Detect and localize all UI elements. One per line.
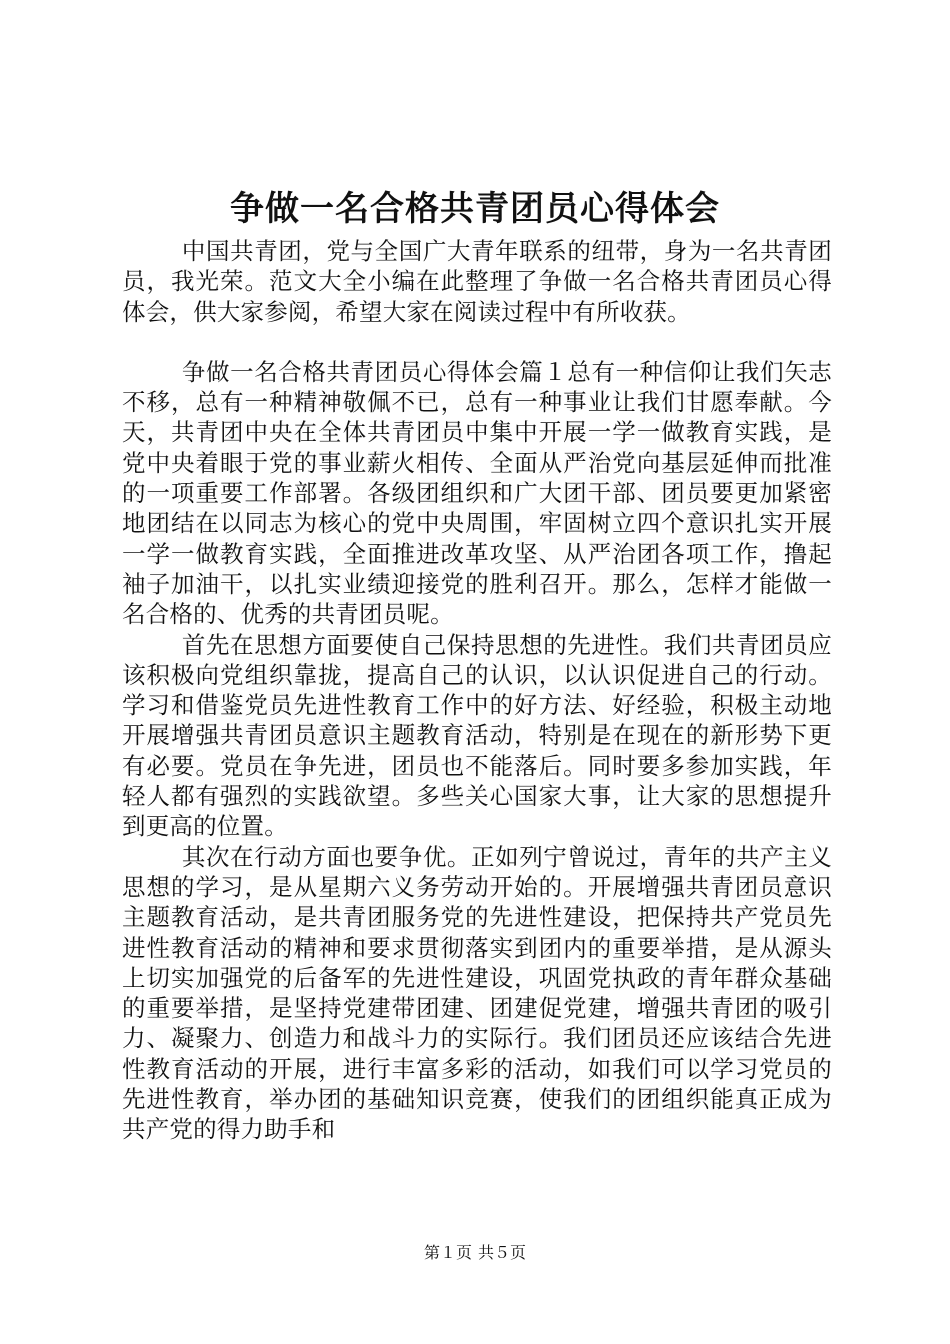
intro-paragraph: 中国共青团，党与全国广大青年联系的纽带，身为一名共青团员，我光荣。范文大全小编在此整理了争做一名合格共青团员心得体会，供大家参阅，希望大家在阅读过程中有所收获。 — [122, 237, 832, 326]
page-total: 共５页 — [478, 1243, 527, 1262]
body-paragraph-1: 争做一名合格共青团员心得体会篇１总有一种信仰让我们矢志不移，总有一种精神敬佩不已，总有一种事业让我们甘愿奉献。今天，共青团中央在全体共青团员中集中开展一学一做教育实践，是党中央着眼于党的事业薪火相传、全面从严治党向基层延伸而批准的一项重要工作部署。各级团组织和广大团干部、团员要更加紧密地团结在以同志为核心的党中央周围，牢固树立四个意识扎实开展一学一做教育实践，全面推进改革攻坚、从严治团各项工作，撸起袖子加油干，以扎实业绩迎接党的胜利召开。那么，怎样才能做一名合格的、优秀的共青团员呢。 — [122, 357, 832, 629]
body-paragraph-2: 首先在思想方面要使自己保持思想的先进性。我们共青团员应该积极向党组织靠拢，提高自己的认识，以认识促进自己的行动。学习和借鉴党员先进性教育工作中的好方法、好经验，积极主动地开展增强共青团员意识主题教育活动，特别是在现在的新形势下更有必要。党员在争先进，团员也不能落后。同时要多参加实践，年轻人都有强烈的实践欲望。多些关心国家大事，让大家的思想提升到更高的位置。 — [122, 630, 832, 841]
document-title: 争做一名合格共青团员心得体会 — [230, 189, 720, 229]
page-footer — [0, 1242, 950, 1264]
body-paragraph-3: 其次在行动方面也要争优。正如列宁曾说过，青年的共产主义思想的学习，是从星期六义务劳动开始的。开展增强共青团员意识主题教育活动，是共青团服务党的先进性建设，把保持共产党员先进性教育活动的精神和要求贯彻落实到团内的重要举措，是从源头上切实加强党的后备军的先进性建设，巩固党执政的青年群众基础的重要举措，是坚持党建带团建、团建促党建，增强共青团的吸引力、凝聚力、创造力和战斗力的实际行。我们团员还应该结合先进性教育活动的开展，进行丰富多彩的活动，如我们可以学习党员的先进性教育，举办团的基础知识竞赛，使我们的团组织能真正成为共产党的得力助手和 — [122, 842, 832, 1144]
page-number: 第１页 — [423, 1243, 472, 1262]
document-body — [122, 236, 832, 1145]
